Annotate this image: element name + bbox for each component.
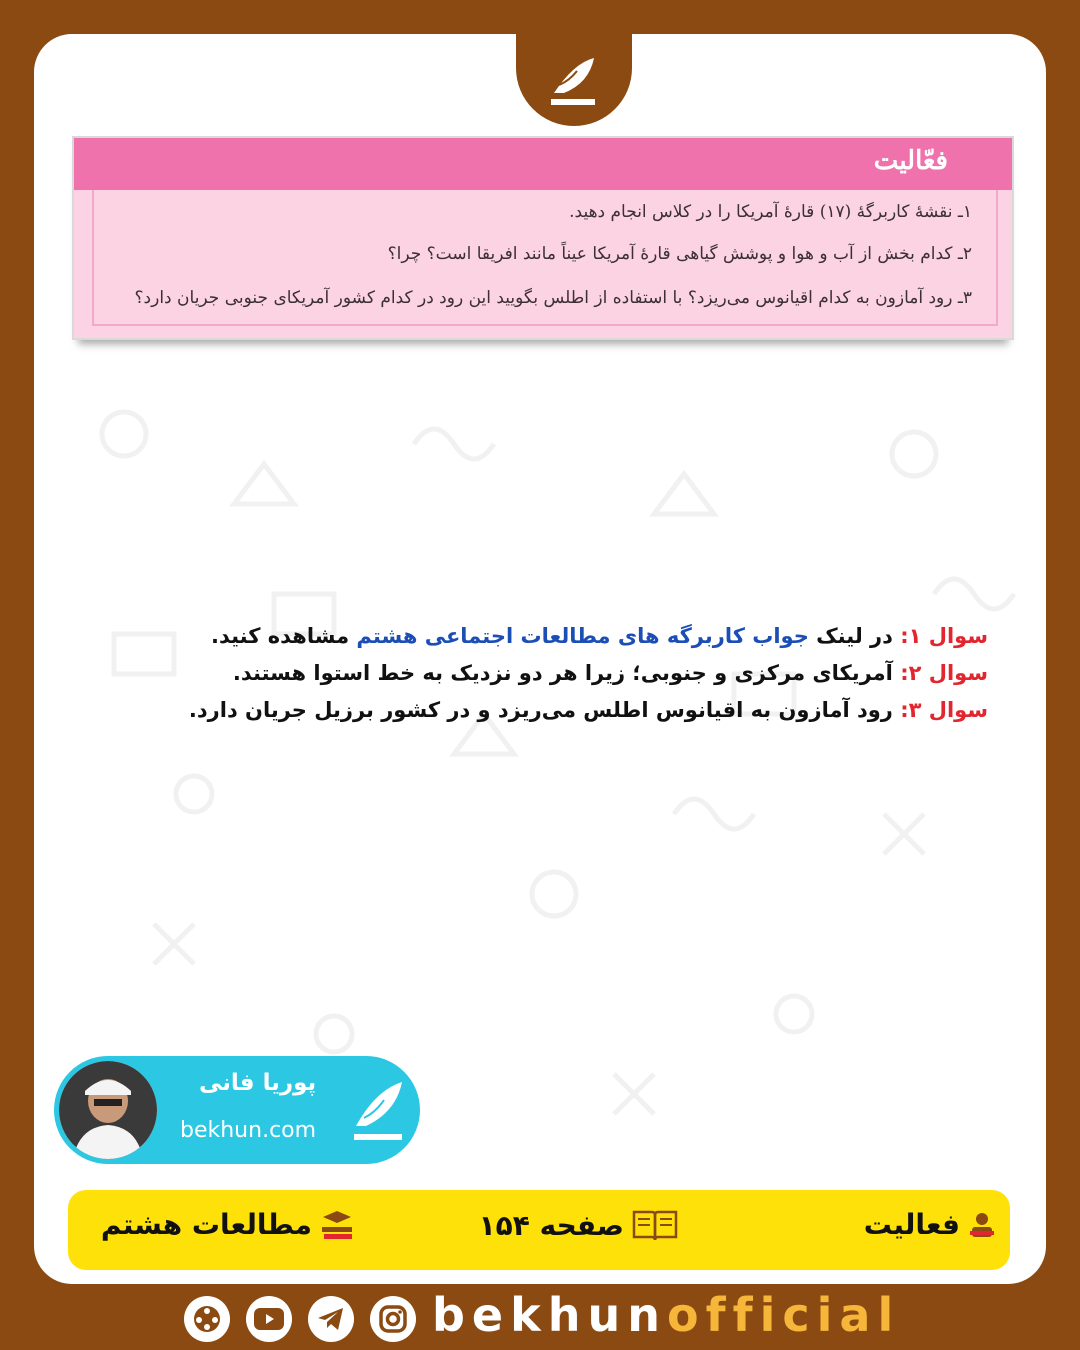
author-name: پوریا فانی	[199, 1070, 317, 1096]
social-handle[interactable]	[432, 1288, 900, 1342]
avatar	[59, 1061, 157, 1159]
social-handle-suffix: official	[666, 1288, 901, 1342]
answer-1-pre: در لینک	[808, 624, 901, 648]
aparat-icon[interactable]	[184, 1296, 230, 1342]
teacher-icon	[968, 1211, 996, 1239]
open-book-icon	[632, 1208, 678, 1242]
instagram-icon[interactable]	[370, 1296, 416, 1342]
footer-activity-label: فعالیت	[863, 1208, 960, 1241]
graduation-books-icon	[320, 1209, 354, 1241]
social-handle-brand: bekhun	[432, 1288, 667, 1342]
footer-subject-label: مطالعات هشتم	[100, 1208, 312, 1241]
answer-2-label: سوال ۲:	[900, 661, 988, 685]
textbook-activity-box	[72, 136, 1014, 340]
answer-1-post: مشاهده کنید.	[210, 624, 357, 648]
bekhun-logo-icon	[539, 45, 609, 115]
answer-3-label: سوال ۳:	[900, 698, 988, 722]
answer-1-link[interactable]: جواب کاربرگه های مطالعات اجتماعی هشتم	[356, 624, 809, 648]
author-site[interactable]: bekhun.com	[180, 1118, 317, 1143]
answer-3	[148, 692, 988, 729]
author-photo-icon	[59, 1061, 157, 1159]
footer-page-label: صفحه ۱۵۴	[478, 1208, 624, 1242]
textbook-question-1: ۱ـ نقشهٔ کاربرگهٔ (۱۷) قارهٔ آمریکا را در کلاس انجام دهید.	[569, 202, 972, 222]
answer-2	[148, 655, 988, 692]
textbook-header	[74, 138, 1012, 190]
textbook-question-3: ۳ـ رود آمازون به کدام اقیانوس می‌ریزد؟ با استفاده از اطلس بگویید این رود در کدام کشور آمریکای جنوبی جریان دارد؟	[134, 288, 972, 308]
footer-info-bar	[68, 1190, 1010, 1270]
footer-activity	[864, 1208, 996, 1241]
answer-1	[148, 618, 988, 655]
content-card	[34, 34, 1046, 1284]
answer-2-text: آمریکای مرکزی و جنوبی؛ زیرا هر دو نزدیک به خط استوا هستند.	[232, 661, 901, 685]
footer-subject	[101, 1208, 354, 1241]
telegram-icon[interactable]	[308, 1296, 354, 1342]
answers-block	[148, 618, 988, 729]
footer-page	[479, 1208, 678, 1242]
answer-3-text: رود آمازون به اقیانوس اطلس می‌ریزد و در کشور برزیل جریان دارد.	[188, 698, 901, 722]
textbook-title: فعّالیت	[873, 146, 948, 176]
answer-1-label: سوال ۱:	[900, 624, 988, 648]
bekhun-logo-icon	[346, 1066, 412, 1154]
social-bar	[0, 1290, 1080, 1346]
textbook-question-2: ۲ـ کدام بخش از آب و هوا و پوشش گیاهی قارهٔ آمریکا عیناً مانند افریقا است؟ چرا؟	[387, 244, 972, 264]
author-badge[interactable]	[54, 1056, 420, 1164]
youtube-icon[interactable]	[246, 1296, 292, 1342]
